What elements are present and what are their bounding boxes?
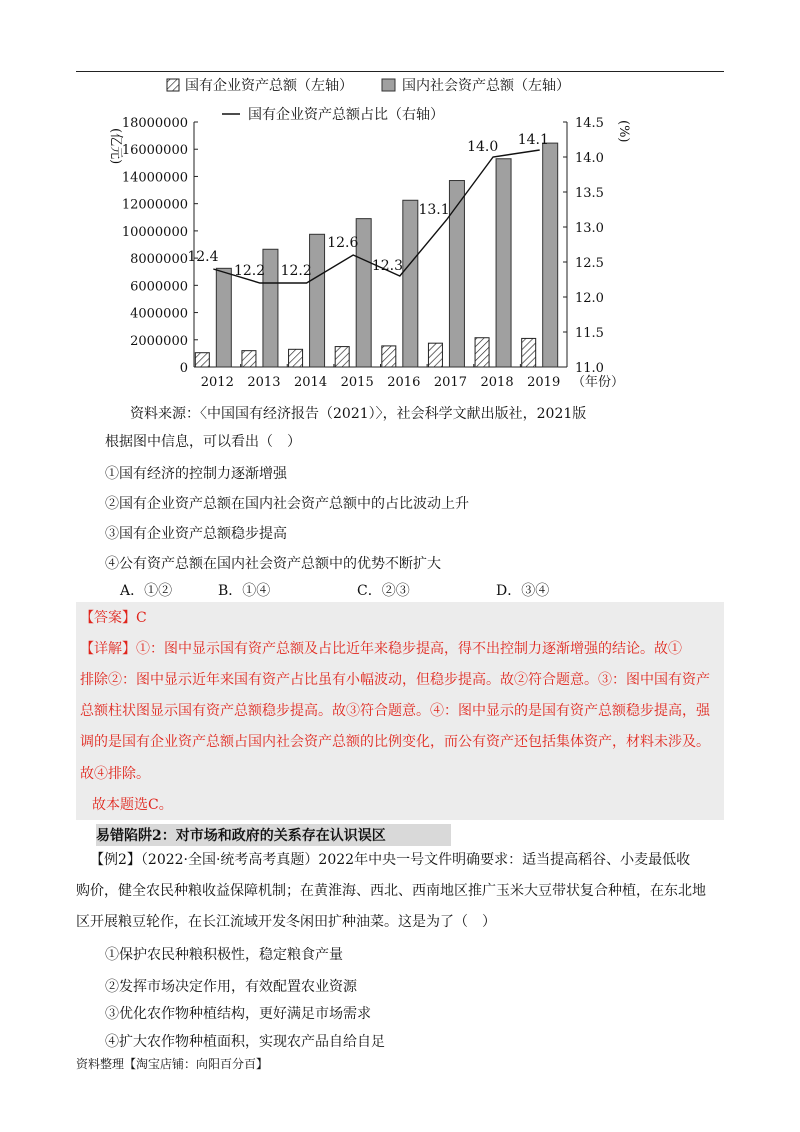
y-right-tick-label: 13.0: [575, 221, 604, 236]
line-data-label: 12.4: [187, 249, 219, 265]
legend-swatch-hatched: [167, 79, 179, 91]
y-left-tick-label: 18000000: [121, 116, 188, 131]
option-d[interactable]: D．③④: [496, 583, 550, 599]
x-tick-label: 2017: [433, 375, 467, 390]
bar-state-owned: [475, 338, 489, 367]
y-right-tick-label: 11.0: [575, 361, 604, 376]
combo-chart: [0, 72, 800, 402]
x-tick-label: 2016: [387, 375, 421, 390]
answer-label: 【答案】C: [80, 610, 147, 626]
example2-item: ②发挥市场决定作用，有效配置农业资源: [105, 979, 357, 995]
bar-state-owned: [522, 338, 536, 367]
bar-state-owned: [335, 347, 349, 367]
legend-label: 国内社会资产总额（左轴）: [402, 78, 570, 94]
question-stem: 根据图中信息，可以看出（ ）: [105, 434, 301, 450]
bar-state-owned: [382, 346, 396, 367]
answer-detail-line: 排除②：图中显示近年来国有资产占比虽有小幅波动，但稳步提高。故②符合题意。③：图中国有资产: [80, 672, 710, 688]
y-right-tick-label: 14.0: [575, 151, 604, 166]
y-left-tick-label: 4000000: [130, 306, 188, 322]
x-axis-unit: （年份）: [572, 375, 625, 390]
bar-state-owned: [428, 343, 442, 367]
y-left-tick-label: 14000000: [121, 170, 188, 186]
line-data-label: 14.1: [517, 132, 549, 148]
example2-item: ①保护农民种粮积极性，稳定粮食产量: [105, 947, 343, 963]
bar-domestic-total: [310, 234, 325, 367]
y-left-tick-label: 16000000: [121, 143, 188, 159]
bar-state-owned: [289, 349, 303, 367]
y-left-tick-label: 8000000: [130, 252, 188, 268]
answer-detail-line: 总额柱状图显示国有资产总额稳步提高。故③符合题意。④：图中显示的是国有资产总额稳步提高，强: [80, 703, 710, 719]
bar-domestic-total: [216, 268, 231, 367]
line-data-label: 12.3: [371, 258, 403, 274]
answer-detail-line: 故④排除。: [80, 766, 150, 782]
example2-line: 购价，健全农民种粮收益保障机制；在黄淮海、西北、西南地区推广玉米大豆带状复合种植，在东北地: [76, 883, 706, 899]
bar-domestic-total: [496, 159, 511, 367]
legend-label: 国有企业资产总额（左轴）: [185, 78, 353, 94]
line-data-label: 12.2: [280, 263, 312, 279]
footer-note: 资料整理【淘宝店铺：向阳百分百】: [76, 1057, 269, 1071]
legend-swatch-gray: [382, 79, 395, 91]
y-right-tick-label: 14.5: [575, 116, 604, 131]
x-tick-label: 2014: [294, 375, 328, 390]
example2-line: 【例2】（2022·全国·统考高考真题）2022年中央一号文件明确要求：适当提高稻谷、小麦最低收: [90, 852, 691, 868]
question-item: ②国有企业资产总额在国内社会资产总额中的占比波动上升: [105, 496, 469, 512]
bar-domestic-total: [356, 219, 371, 367]
line-data-label: 13.1: [418, 202, 450, 218]
option-a[interactable]: A．①②: [120, 583, 173, 599]
y-right-tick-label: 13.5: [575, 186, 604, 201]
line-data-label: 12.6: [327, 235, 359, 251]
x-tick-label: 2015: [340, 375, 374, 390]
y-left-tick-label: 2000000: [130, 333, 188, 349]
chart-bars: [195, 143, 557, 367]
bar-domestic-total: [263, 249, 278, 367]
example2-item: ④扩大农作物种植面积，实现农产品自给自足: [105, 1034, 385, 1050]
question-item: ④公有资产总额在国内社会资产总额中的优势不断扩大: [105, 556, 441, 572]
bar-domestic-total: [449, 181, 464, 367]
y-left-tick-label: 12000000: [121, 197, 188, 213]
question-item: ③国有企业资产总额稳步提高: [105, 526, 287, 542]
legend-label: 国有企业资产总额占比（右轴）: [248, 107, 444, 123]
trap-title: 易错陷阱2：对市场和政府的关系存在认识误区: [96, 828, 386, 844]
y-left-tick-label: 0: [179, 361, 188, 376]
question-item: ①国有经济的控制力逐渐增强: [105, 466, 287, 482]
y-right-unit: (%): [616, 120, 631, 143]
y-left-unit: (亿元): [108, 128, 123, 165]
bar-state-owned: [195, 353, 209, 367]
chart-legend: [167, 77, 570, 123]
x-tick-label: 2013: [247, 375, 281, 390]
example2-line: 区开展粮豆轮作，在长江流域开发冬闲田扩种油菜。这是为了（ ）: [76, 914, 496, 930]
x-tick-label: 2012: [200, 375, 234, 390]
bar-domestic-total: [543, 143, 558, 367]
bar-domestic-total: [403, 200, 418, 367]
option-c[interactable]: C．②③: [357, 583, 410, 599]
chart-source: 资料来源：〈中国国有经济报告（2021）〉，社会科学文献出版社，2021版: [130, 406, 587, 422]
x-tick-label: 2018: [480, 375, 514, 390]
y-left-tick-label: 6000000: [130, 279, 188, 295]
answer-detail-line: 【详解】①：图中显示国有资产总额及占比近年来稳步提高，得不出控制力逐渐增强的结论。故①: [80, 641, 682, 657]
x-tick-label: 2019: [527, 375, 561, 390]
line-data-label: 14.0: [467, 139, 499, 155]
y-left-tick-label: 10000000: [121, 224, 188, 240]
line-data-label: 12.2: [233, 263, 266, 279]
answer-detail-line: 调的是国有企业资产总额占国内社会资产总额的比例变化，而公有资产还包括集体资产，材料未涉及。: [80, 734, 710, 750]
example2-item: ③优化农作物种植结构，更好满足市场需求: [105, 1006, 371, 1022]
answer-conclusion: 故本题选C。: [92, 797, 173, 813]
y-right-tick-label: 12.5: [575, 256, 604, 271]
option-b[interactable]: B．①④: [218, 583, 271, 599]
y-right-tick-label: 11.5: [575, 326, 604, 341]
y-right-tick-label: 12.0: [575, 291, 604, 306]
bar-state-owned: [242, 351, 256, 367]
